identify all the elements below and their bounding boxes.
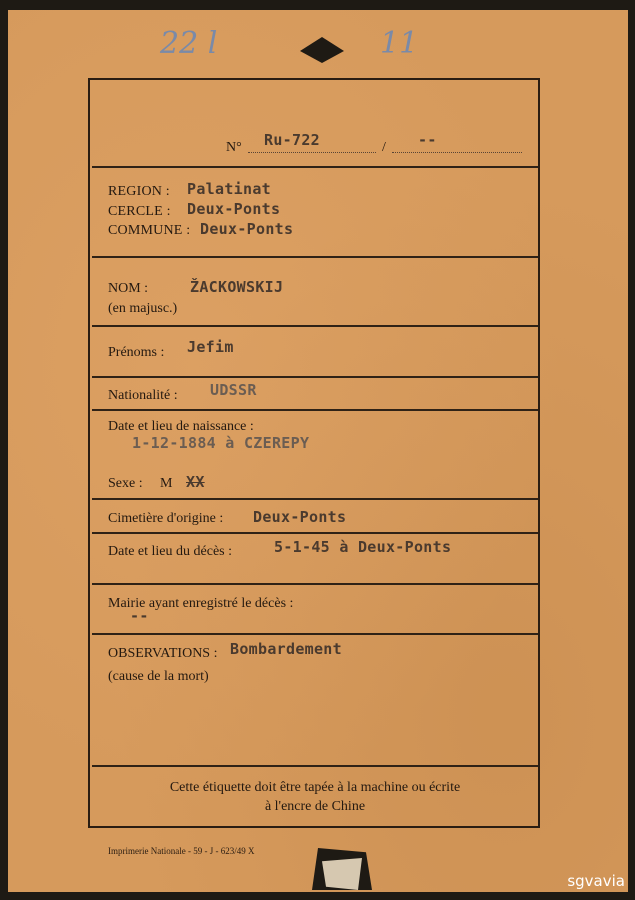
divider xyxy=(92,765,538,767)
divider xyxy=(92,409,538,411)
naissance-value: 1-12-1884 à CZEREPY xyxy=(132,434,310,452)
prenoms-label: Prénoms : xyxy=(108,345,165,360)
observations-sublabel: (cause de la mort) xyxy=(108,669,209,684)
naissance-label: Date et lieu de naissance : xyxy=(108,419,254,434)
handwritten-mark-right: 11 xyxy=(380,26,419,61)
region-label: REGION : xyxy=(108,184,170,199)
punch-hole-icon-lower xyxy=(300,51,344,63)
sexe-struck: XX xyxy=(186,473,205,491)
nom-label: NOM : xyxy=(108,281,149,296)
number-label: N° xyxy=(226,140,242,155)
cercle-label: CERCLE : xyxy=(108,204,171,219)
commune-value: Deux-Ponts xyxy=(200,220,294,238)
divider xyxy=(92,583,538,585)
nom-value: ŽACKOWSKIJ xyxy=(190,278,284,296)
suffix-value: -- xyxy=(418,131,437,149)
region-value: Palatinat xyxy=(187,180,271,198)
number-dotline xyxy=(248,152,376,153)
suffix-dotline xyxy=(392,152,522,153)
mairie-label: Mairie ayant enregistré le décès : xyxy=(108,596,294,611)
observations-label: OBSERVATIONS : xyxy=(108,646,218,661)
nationalite-value: UDSSR xyxy=(210,381,257,399)
instruction-line-1: Cette étiquette doit être tapée à la machine ou écrite xyxy=(169,780,461,795)
instruction-note xyxy=(92,778,538,816)
instruction-line-2: à l'encre de Chine xyxy=(264,799,366,814)
nationalite-label: Nationalité : xyxy=(108,388,178,403)
torn-corner-paper xyxy=(322,858,362,890)
deces-value: 5-1-45 à Deux-Ponts xyxy=(274,538,452,556)
sexe-label: Sexe : xyxy=(108,476,143,491)
divider xyxy=(92,532,538,534)
divider xyxy=(92,498,538,500)
cercle-value: Deux-Ponts xyxy=(187,200,281,218)
divider xyxy=(92,256,538,258)
commune-label: COMMUNE : xyxy=(108,223,191,238)
punch-hole-icon xyxy=(300,37,344,51)
handwritten-mark-left: 22 l xyxy=(160,26,218,61)
deces-label: Date et lieu du décès : xyxy=(108,544,233,559)
divider xyxy=(92,633,538,635)
divider xyxy=(92,376,538,378)
number-value: Ru-722 xyxy=(264,131,320,149)
observations-value: Bombardement xyxy=(230,640,342,658)
printer-imprint: Imprimerie Nationale - 59 - J - 623/49 X xyxy=(108,846,255,856)
cimetiere-label: Cimetière d'origine : xyxy=(108,511,224,526)
divider xyxy=(92,325,538,327)
cimetiere-value: Deux-Ponts xyxy=(253,508,347,526)
number-separator: / xyxy=(382,140,386,155)
divider xyxy=(92,166,538,168)
prenoms-value: Jefim xyxy=(187,338,234,356)
nom-sublabel: (en majusc.) xyxy=(108,301,178,316)
mairie-value: -- xyxy=(130,607,149,625)
sexe-value: M xyxy=(160,476,173,491)
watermark: sgvavia xyxy=(567,872,625,890)
